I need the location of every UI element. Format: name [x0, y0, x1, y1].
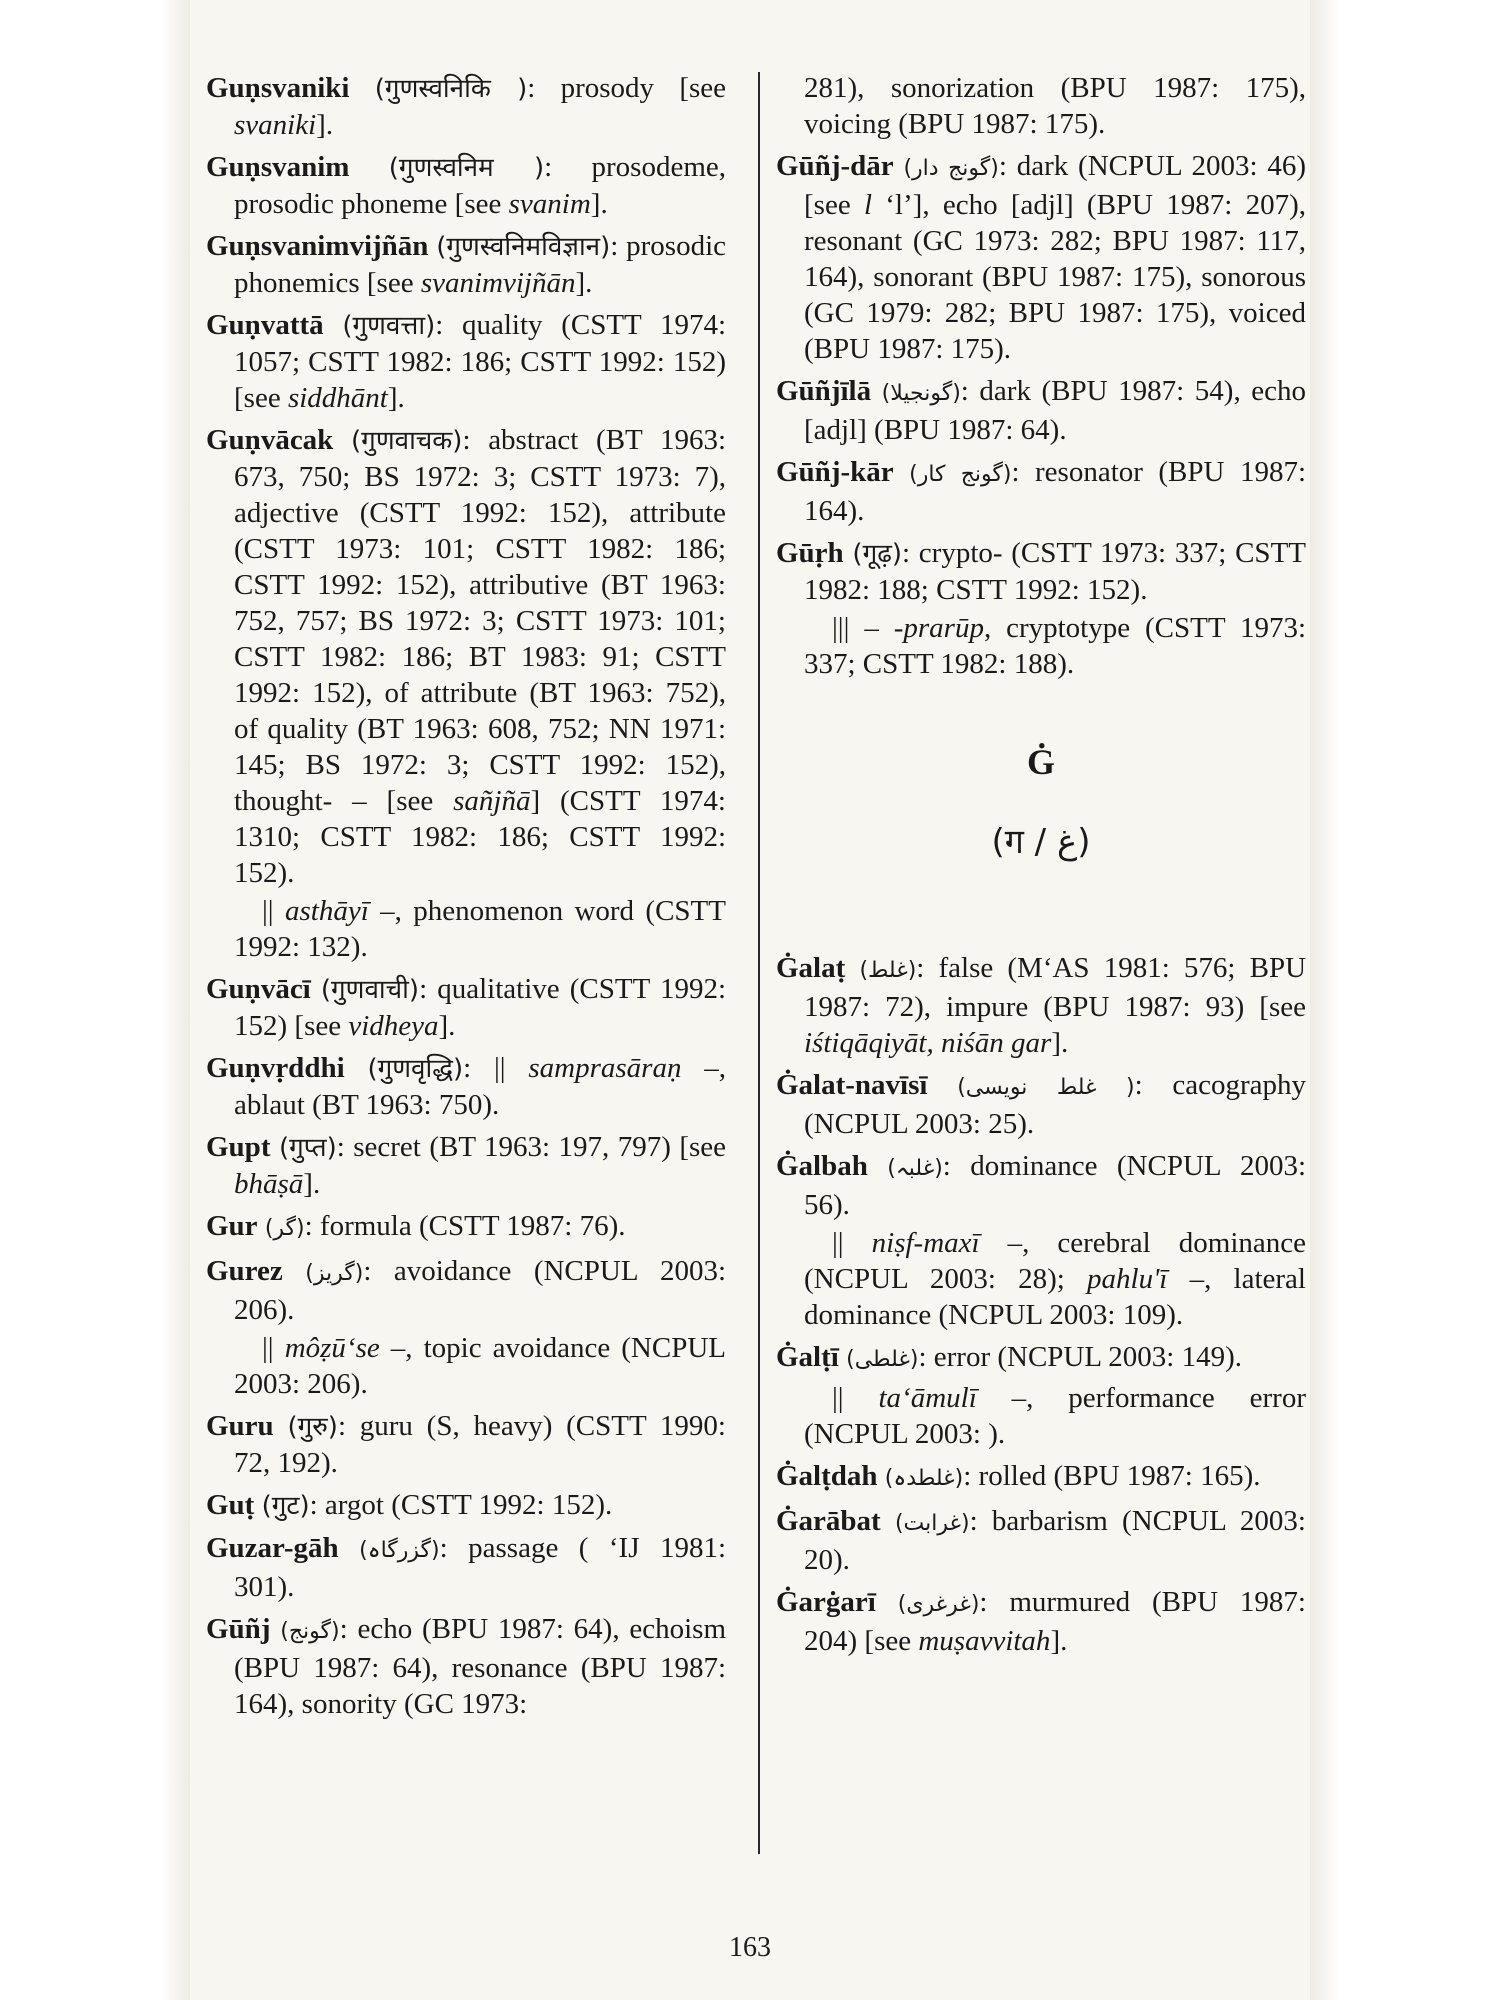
definition: : argot (CSTT 1992: 152). — [309, 1489, 613, 1521]
urdu-script: (غلطدہ) — [884, 1466, 964, 1491]
definition: : prosody [see — [527, 72, 727, 104]
section-letter-heading: Ġ — [1026, 742, 1055, 782]
cross-reference: muṣavvitah — [918, 1625, 1051, 1657]
dictionary-entry: Ġalaṭ (غلط): false (M‘AS 1981: 576; BPU 1987: 72), impure (BPU 1987: 93) [see iśtiqāqiyāt, niśān gar]. — [776, 952, 1307, 1059]
dictionary-entry — [776, 1458, 1306, 1497]
urdu-script: (گزرگاہ) — [359, 1538, 440, 1563]
devanagari-script: (गुणवृद्धि) — [367, 1054, 464, 1084]
headword: Guṇsvaniki — [206, 72, 350, 104]
definition: : abstract (BT 1963: 673, 750; BS 1972: 3; CSTT 1973: 7), adjective (CSTT 1992: 152), attribute (CSTT 1973: 101; CSTT 1982: 186; CSTT 1992: 152), attributive (BT 1963: 752, 757; BS 1972: 3; CSTT 1973: 101; CSTT 1982: 186; BT 1983: 91; CSTT 1992: 152), of attribute (BT 1963: 752), of quality (BT 1963: 608, 752; NN 1971: 145; BS 1972: 3; CSTT 1992: 152), thought- – [see — [234, 424, 726, 817]
section-script-heading: (ग / غ) — [991, 822, 1091, 862]
compound-term: ta‘āmulī — [878, 1382, 977, 1414]
definition: : false (M‘AS 1981: 576; BPU 1987: 72), impure (BPU 1987: 93) [see — [804, 952, 1307, 1023]
urdu-script: (غلطی) — [846, 1347, 919, 1372]
devanagari-script: (गुणवाची) — [320, 975, 420, 1005]
sub-entry: || môẓū‘se –, topic avoidance (NCPUL 2003: 206). — [234, 1332, 726, 1400]
devanagari-script: (गुणस्वनिकि ) — [374, 74, 528, 104]
headword: Gūñj-kār — [776, 456, 894, 488]
headword: Ġalbah — [776, 1150, 868, 1182]
dictionary-entry — [776, 1067, 1306, 1142]
definition: : passage ( ‘IJ 1981: 301). — [234, 1532, 727, 1603]
devanagari-script: (गुप्त) — [278, 1133, 337, 1163]
dictionary-entry: Guṇvattā (गुणवत्ता): quality (CSTT 1974: 1057; CSTT 1982: 186; CSTT 1992: 152) [see siddhānt]. — [206, 309, 726, 414]
headword: Guṇvācī — [206, 973, 311, 1005]
definition: : guru (S, heavy) (CSTT 1990: 72, 192). — [234, 1410, 726, 1479]
urdu-script: (گونج کار) — [909, 462, 1012, 487]
definition: : prosodeme, prosodic phoneme [see — [234, 151, 726, 220]
headword: Ġarābat — [776, 1505, 881, 1537]
definition: : cacography (NCPUL 2003: 25). — [804, 1069, 1307, 1140]
dictionary-entry — [776, 373, 1306, 448]
headword: Gupt — [206, 1131, 271, 1163]
headword: Ġalṭī — [776, 1341, 839, 1373]
dictionary-entry: Gūñj-dār (گونج دار): dark (NCPUL 2003: 46) [see l ‘l’], echo [adjl] (BPU 1987: 207), resonant (GC 1973: 282; BPU 1987: 117, 164), sonorant (BPU 1987: 175), sonorous (GC 1979: 282; BPU 1987: 175), voiced (BPU 1987: 175). — [776, 150, 1307, 365]
headword: Gūṛh — [776, 537, 844, 569]
compound-term: pahlu'ī — [1087, 1263, 1168, 1295]
dictionary-entry — [776, 535, 1306, 682]
cross-reference: samprasāraṇ — [528, 1052, 682, 1084]
entry-continuation: 281), sonorization (BPU 1987: 175), voicing (BPU 1987: 175). — [804, 72, 1306, 140]
definition: : error (NCPUL 2003: 149). — [918, 1341, 1242, 1373]
urdu-script: (غلط) — [859, 958, 917, 983]
right-column — [776, 70, 1306, 1665]
cross-reference: sañjñā — [453, 785, 531, 817]
cross-reference: siddhānt — [287, 382, 388, 414]
headword: Guṇvattā — [206, 309, 324, 341]
dictionary-entry: Guṇvācak (गुणवाचक): abstract (BT 1963: 673, 750; BS 1972: 3; CSTT 1973: 7), adjective (CSTT 1992: 152), attribute (CSTT 1973: 101; CSTT 1982: 186; CSTT 1992: 152), attributive (BT 1963: 752, 757; BS 1972: 3; CSTT 1973: 101; CSTT 1982: 186; BT 1983: 91; CSTT 1992: 152), of attribute (BT 1963: 752), of quality (BT 1963: 608, 752; NN 1971: 145; BS 1972: 3; CSTT 1992: 152), thought- – [see sañjñā] (CSTT 1974: 1310; CSTT 1982: 186; CSTT 1992: 152). || asthāyī –, phenomenon word (CSTT 1992: 132). — [206, 424, 726, 963]
left-column — [206, 70, 726, 1728]
column-divider — [758, 72, 760, 1854]
dictionary-entry — [776, 454, 1306, 529]
headword: Guru — [206, 1410, 274, 1442]
headword: Ġalaṭ — [776, 952, 846, 984]
sub-entry: || niṣf-maxī –, cerebral dominance (NCPUL 2003: 28); pahlu'ī –, lateral dominance (NCPUL 2003: 109). — [804, 1227, 1306, 1331]
dictionary-entry — [206, 1611, 726, 1722]
dictionary-entry — [206, 1208, 726, 1247]
cross-reference: vidheya — [348, 1010, 439, 1042]
dictionary-entry: Guṇsvaniki (गुणस्वनिकि ): prosody [see svaniki]. — [206, 72, 727, 141]
dictionary-entry — [776, 1503, 1306, 1578]
definition: : barbarism (NCPUL 2003: 20). — [804, 1505, 1306, 1576]
definition: : qualitative (CSTT 1992: 152) [see — [234, 973, 726, 1042]
dictionary-entry: Guṇsvanim (गुणस्वनिम ): prosodeme, prosodic phoneme [see svanim]. — [206, 151, 726, 220]
compound-term: -prarūp — [893, 612, 984, 644]
devanagari-script: (गुट) — [261, 1491, 310, 1521]
dictionary-entry — [776, 1148, 1306, 1333]
headword: Gūñjīlā — [776, 375, 872, 407]
sub-entry: ||| – -prarūp, cryptotype (CSTT 1973: 337; CSTT 1982: 188). — [804, 612, 1306, 680]
headword: Ġarġarī — [776, 1586, 876, 1618]
headword: Gūñj — [206, 1613, 271, 1645]
cross-reference: svanim — [508, 188, 591, 220]
dictionary-entry — [206, 1530, 726, 1605]
urdu-script: (غلط نویسی ) — [957, 1075, 1135, 1100]
definition: : || — [463, 1052, 529, 1084]
headword: Guṇvṛddhi — [206, 1052, 345, 1084]
compound-term: niṣf-maxī — [871, 1227, 980, 1259]
headword: Gūñj-dār — [776, 150, 894, 182]
cross-reference: l — [863, 189, 873, 221]
devanagari-script: (गुणस्वनिमविज्ञान) — [436, 232, 611, 262]
headword: Ġalṭdah — [776, 1460, 878, 1492]
urdu-script: (گر) — [264, 1216, 305, 1241]
definition: : quality (CSTT 1974: 1057; CSTT 1982: 186; CSTT 1992: 152) [see — [234, 309, 726, 414]
dictionary-entry: Gupt (गुप्त): secret (BT 1963: 197, 797) [see bhāṣā]. — [206, 1131, 727, 1200]
definition: : rolled (BPU 1987: 165). — [963, 1460, 1261, 1492]
urdu-script: (گریز) — [305, 1261, 364, 1286]
urdu-script: (غلبہ) — [887, 1156, 943, 1181]
definition: : dominance (NCPUL 2003: 56). — [804, 1150, 1306, 1221]
devanagari-script: (गुणवाचक) — [351, 426, 463, 456]
headword: Gur — [206, 1210, 258, 1242]
dictionary-entry — [206, 1408, 726, 1481]
definition: : formula (CSTT 1987: 76). — [304, 1210, 626, 1242]
dictionary-entry — [206, 1487, 726, 1524]
dictionary-entry — [776, 1339, 1306, 1452]
urdu-script: (غرغری) — [897, 1592, 980, 1617]
urdu-script: (گونج دار) — [903, 156, 999, 181]
dictionary-entry: Guṇvācī (गुणवाची): qualitative (CSTT 1992: 152) [see vidheya]. — [206, 973, 726, 1042]
definition: : avoidance (NCPUL 2003: 206). — [234, 1255, 727, 1326]
cross-reference: bhāṣā — [234, 1168, 304, 1200]
definition: : dark (BPU 1987: 54), echo [adjl] (BPU 1987: 64). — [804, 375, 1307, 446]
urdu-script: (گونجیلا) — [881, 381, 961, 406]
headword: Guzar-gāh — [206, 1532, 339, 1564]
compound-term: môẓū‘se — [284, 1332, 380, 1364]
headword: Guṇvācak — [206, 424, 334, 456]
dictionary-entry: Ġarġarī (غرغری): murmured (BPU 1987: 204) [see muṣavvitah]. — [776, 1586, 1306, 1657]
urdu-script: (گونج) — [280, 1619, 340, 1644]
cross-reference: svaniki — [234, 109, 317, 141]
headword: Ġalat-navīsī — [776, 1069, 928, 1101]
devanagari-script: (गुणवत्ता) — [342, 311, 436, 341]
devanagari-script: (गुणस्वनिम ) — [388, 153, 545, 183]
dictionary-entry — [206, 1253, 726, 1402]
sub-entry: || asthāyī –, phenomenon word (CSTT 1992: 132). — [234, 895, 726, 963]
page-number: 163 — [729, 1932, 771, 1963]
dictionary-entry: Guṇvṛddhi (गुणवृद्धि): || samprasāraṇ –, ablaut (BT 1963: 750). — [206, 1052, 727, 1121]
headword: Guṭ — [206, 1489, 255, 1521]
sub-entry: || ta‘āmulī –, performance error (NCPUL 2003: ). — [804, 1382, 1306, 1450]
headword: Gurez — [206, 1255, 283, 1287]
definition: : murmured (BPU 1987: 204) [see — [804, 1586, 1306, 1657]
definition: : prosodic phonemics [see — [234, 230, 726, 299]
cross-reference: svanimvijñān — [420, 267, 576, 299]
page-edge-left — [160, 0, 190, 2000]
definition: : crypto- (CSTT 1973: 337; CSTT 1982: 188; CSTT 1992: 152). — [804, 537, 1306, 606]
cross-reference: iśtiqāqiyāt, niśān gar — [804, 1027, 1052, 1059]
headword: Guṇsvanimvijñān — [206, 230, 429, 262]
urdu-script: (غرابت) — [894, 1511, 970, 1536]
devanagari-script: (गूढ़) — [852, 539, 902, 569]
definition: : echo (BPU 1987: 64), echoism (BPU 1987: 64), resonance (BPU 1987: 164), sonority (GC 1973: — [234, 1613, 726, 1720]
definition: : resonator (BPU 1987: 164). — [804, 456, 1307, 527]
definition: : dark (NCPUL 2003: 46) [see — [804, 150, 1306, 221]
headword: Guṇsvanim — [206, 151, 350, 183]
compound-term: asthāyī — [285, 895, 369, 927]
definition: : secret (BT 1963: 197, 797) [see — [336, 1131, 727, 1163]
page-edge-right — [1310, 0, 1340, 2000]
devanagari-script: (गुरु) — [287, 1412, 338, 1442]
dictionary-entry: Guṇsvanimvijñān (गुणस्वनिमविज्ञान): prosodic phonemics [see svanimvijñān]. — [206, 230, 726, 299]
